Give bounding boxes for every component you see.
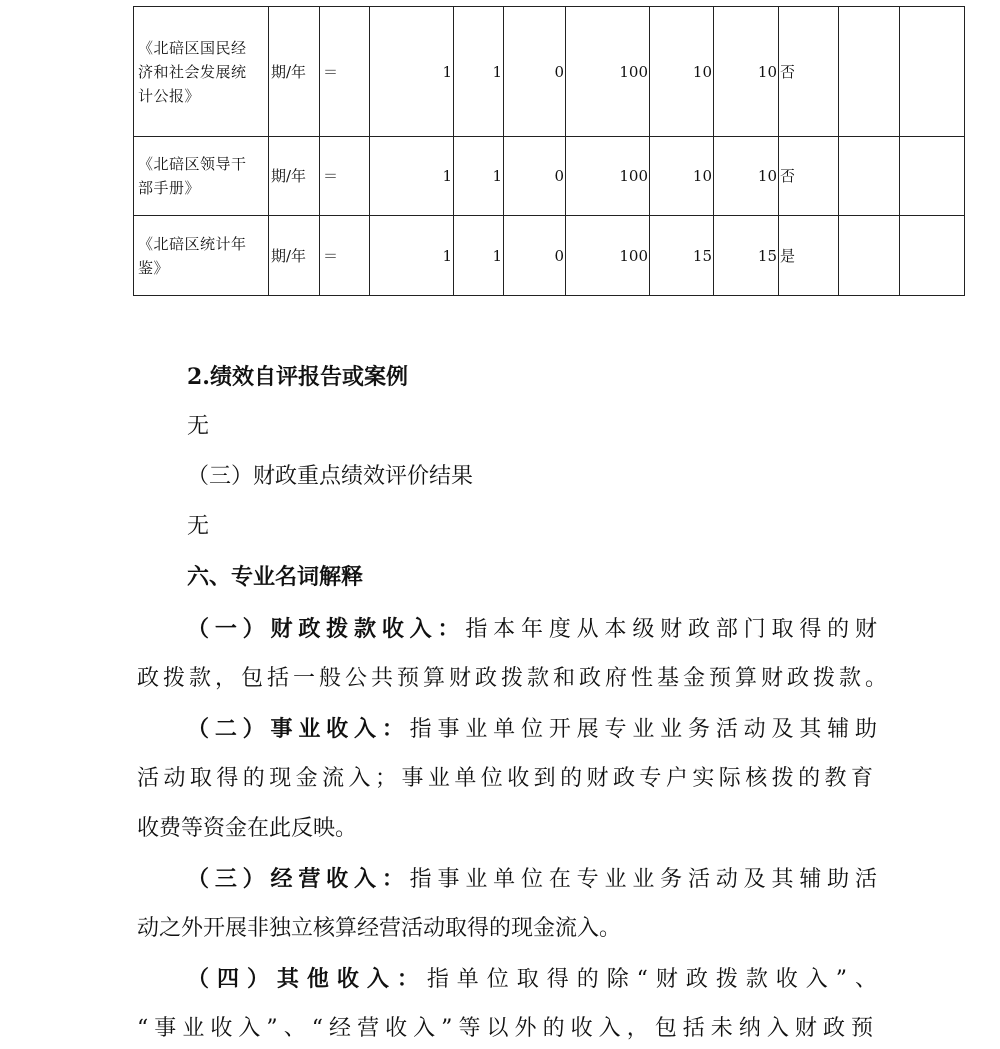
value-cell: 0 — [504, 216, 566, 296]
value-cell: 1 — [370, 137, 454, 216]
glossary-item-operating-income — [187, 864, 877, 895]
glossary-definition-continued: 政拨款，包括一般公共预算财政拨款和政府性基金预算财政拨款。 — [137, 666, 887, 691]
table-row — [134, 216, 965, 296]
value-cell: 0 — [504, 137, 566, 216]
section-heading-glossary: 六、专业名词解释 — [187, 564, 364, 590]
value-cell: 15 — [650, 216, 714, 296]
value-cell: 1 — [454, 216, 504, 296]
value-cell: 100 — [566, 7, 650, 137]
section-body-self-evaluation: 无 — [187, 414, 210, 439]
unit-cell: 期/年 — [269, 216, 320, 296]
glossary-item-fiscal-appropriation — [187, 614, 877, 645]
value-cell: 1 — [454, 137, 504, 216]
flag-cell: 否 — [779, 137, 839, 216]
section-heading-key-evaluation: （三）财政重点绩效评价结果 — [187, 464, 474, 489]
empty-cell — [839, 7, 900, 137]
flag-cell: 否 — [779, 7, 839, 137]
indicator-name: 《北碚区统计年 鉴》 — [134, 216, 269, 296]
empty-cell — [839, 137, 900, 216]
value-cell: 1 — [454, 7, 504, 137]
glossary-term: （二）事业收入： — [187, 716, 410, 742]
unit-cell: 期/年 — [269, 7, 320, 137]
section-heading-self-evaluation: 2.绩效自评报告或案例 — [187, 364, 408, 390]
value-cell: 1 — [370, 7, 454, 137]
glossary-item-other-income — [187, 964, 877, 995]
operator-cell: ＝ — [320, 216, 370, 296]
glossary-term: （三）经营收入： — [187, 866, 410, 892]
glossary-term: （四）其他收入： — [187, 966, 427, 992]
glossary-definition: 指单位取得的除“财政拨款收入”、 — [426, 967, 877, 992]
indicator-name: 《北碚区国民经 济和社会发展统 计公报》 — [134, 7, 269, 137]
value-cell: 1 — [370, 216, 454, 296]
value-cell: 100 — [566, 137, 650, 216]
empty-cell — [900, 137, 965, 216]
value-cell: 10 — [714, 7, 779, 137]
glossary-item-business-income — [187, 714, 877, 745]
value-cell: 10 — [650, 7, 714, 137]
unit-cell: 期/年 — [269, 137, 320, 216]
section-body-key-evaluation: 无 — [187, 514, 210, 539]
performance-indicator-table — [133, 6, 965, 296]
glossary-definition: 指本年度从本级财政部门取得的财 — [465, 617, 877, 642]
flag-cell: 是 — [779, 216, 839, 296]
value-cell: 10 — [650, 137, 714, 216]
value-cell: 100 — [566, 216, 650, 296]
empty-cell — [900, 7, 965, 137]
value-cell: 0 — [504, 7, 566, 137]
value-cell: 10 — [714, 137, 779, 216]
table-row — [134, 7, 965, 137]
operator-cell: ＝ — [320, 7, 370, 137]
indicator-name: 《北碚区领导干 部手册》 — [134, 137, 269, 216]
table-row — [134, 137, 965, 216]
glossary-definition-continued: 收费等资金在此反映。 — [137, 816, 358, 841]
glossary-definition-continued: 动之外开展非独立核算经营活动取得的现金流入。 — [137, 916, 622, 941]
glossary-definition: 指事业单位开展专业业务活动及其辅助 — [409, 717, 877, 742]
operator-cell: ＝ — [320, 137, 370, 216]
empty-cell — [900, 216, 965, 296]
glossary-definition-continued: “事业收入”、“经营收入”等以外的收入，包括未纳入财政预 — [137, 1016, 873, 1041]
glossary-definition-continued: 活动取得的现金流入；事业单位收到的财政专户实际核拨的教育 — [137, 766, 873, 791]
glossary-term: （一）财政拨款收入： — [187, 616, 466, 642]
empty-cell — [839, 216, 900, 296]
glossary-definition: 指事业单位在专业业务活动及其辅助活 — [409, 867, 877, 892]
value-cell: 15 — [714, 216, 779, 296]
